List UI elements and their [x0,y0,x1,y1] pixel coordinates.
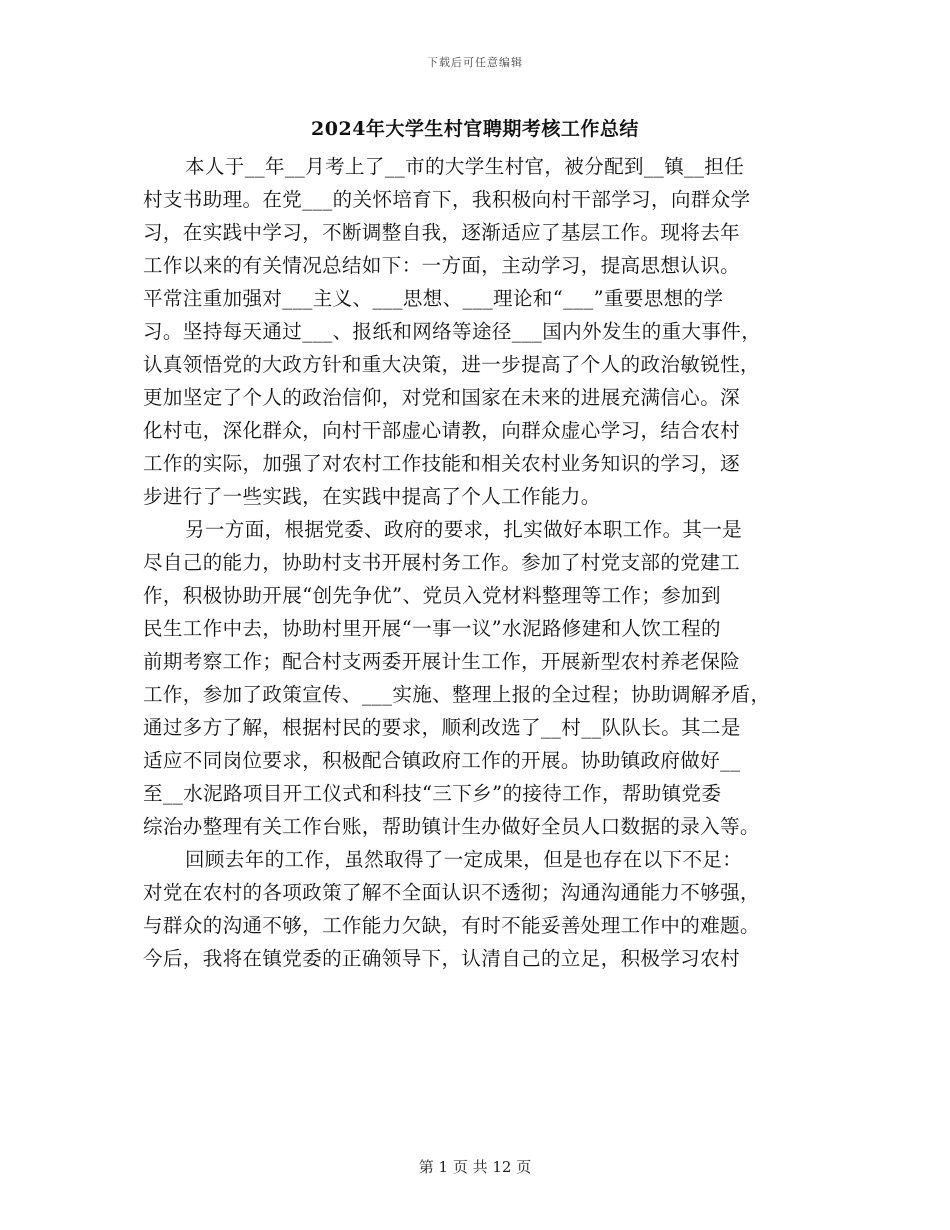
body-text-line: 与群众的沟通不够，工作能力欠缺，有时不能妥善处理工作中的难题。 [143,914,760,937]
body-text-line: 通过多方了解，根据村民的要求，顺利改选了__村__队队长。其二是 [143,716,741,739]
body-text-line: 工作，参加了政策宣传、___实施、整理上报的全过程；协助调解矛盾， [143,683,771,706]
body-text-line: 平常注重加强对___主义、___思想、___理论和“___”重要思想的学 [143,287,724,310]
body-text-line: 习。坚持每天通过___、报纸和网络等途径___国内外发生的重大事件， [143,320,762,343]
body-text-line: 今后，我将在镇党委的正确领导下，认清自己的立足，积极学习农村 [143,947,741,970]
body-text-line: 对党在农村的各项政策了解不全面认识不透彻；沟通沟通能力不够强， [143,881,760,904]
body-text-line: 综治办整理有关工作台账，帮助镇计生办做好全员人口数据的录入等。 [143,815,760,838]
page-header-note: 下载后可任意编辑 [427,56,523,69]
page-number: 第 1 页 共 12 页 [418,1158,532,1176]
body-text-line: 习，在实践中学习，不断调整自我，逐渐适应了基层工作。现将去年 [143,221,741,244]
body-text-line: 前期考察工作；配合村支两委开展计生工作，开展新型农村养老保险 [143,650,741,673]
body-text-line: 民生工作中去，协助村里开展“一事一议”水泥路修建和人饮工程的 [143,617,721,640]
body-text-line: 村支书助理。在党___的关怀培育下，我积极向村干部学习，向群众学 [143,188,751,211]
body-text-line: 适应不同岗位要求，积极配合镇政府工作的开展。协助镇政府做好__ [143,749,741,772]
body-text-line: 作，积极协助开展“创先争优”、党员入党材料整理等工作；参加到 [143,584,721,607]
body-text-line: 工作以来的有关情况总结如下：一方面，主动学习，提高思想认识。 [143,254,741,277]
body-text-line: 步进行了一些实践，在实践中提高了个人工作能力。 [143,485,601,508]
body-text-line: 工作的实际，加强了对农村工作技能和相关农村业务知识的学习，逐 [143,452,741,475]
body-text-line: 另一方面，根据党委、政府的要求，扎实做好本职工作。其一是 [185,518,743,541]
body-text-line: 回顾去年的工作，虽然取得了一定成果，但是也存在以下不足： [185,848,743,871]
body-text-line: 化村屯，深化群众，向村干部虚心请教，向群众虚心学习，结合农村 [143,419,741,442]
document-body [143,150,815,975]
document-title: 2024年大学生村官聘期考核工作总结 [311,118,639,140]
body-text-line: 更加坚定了个人的政治信仰，对党和国家在未来的进展充满信心。深 [143,386,741,409]
body-text-line: 尽自己的能力，协助村支书开展村务工作。参加了村党支部的党建工 [143,551,741,574]
body-text-line: 至__水泥路项目开工仪式和科技“三下乡”的接待工作，帮助镇党委 [143,782,722,805]
body-text-line: 本人于__年__月考上了__市的大学生村官，被分配到__镇__担任 [185,155,745,178]
body-text-line: 认真领悟党的大政方针和重大决策，进一步提高了个人的政治敏锐性， [143,353,760,376]
